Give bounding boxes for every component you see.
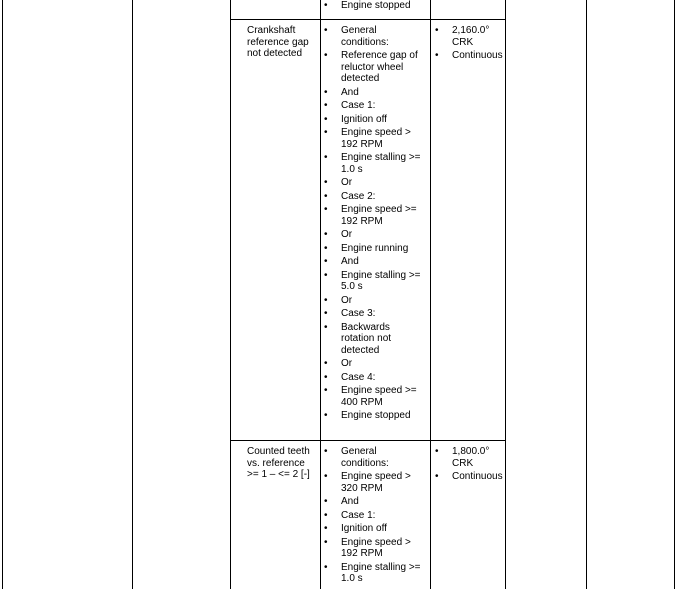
column-divider-2 <box>230 0 231 589</box>
row-counted-teeth-description-cell <box>247 446 313 481</box>
condition-item: • Case 1: <box>321 100 425 112</box>
condition-item: • Engine stalling >= 1.0 s <box>321 562 425 585</box>
result-item: • 1,800.0° CRK <box>432 446 504 469</box>
row-divider-1 <box>230 19 506 20</box>
condition-item: • General conditions: <box>321 446 425 469</box>
condition-item: • Or <box>321 358 425 370</box>
column-divider-5 <box>505 0 506 589</box>
row-counted-teeth-results <box>432 446 504 485</box>
condition-item: • Or <box>321 177 425 189</box>
table-border-left <box>2 0 3 589</box>
condition-item: • And <box>321 87 425 99</box>
condition-item: • Or <box>321 229 425 241</box>
row-counted-teeth-conditions <box>321 446 429 587</box>
condition-item: • Engine stalling >= 1.0 s <box>321 152 425 175</box>
condition-item: • Case 4: <box>321 372 425 384</box>
condition-item: • And <box>321 256 425 268</box>
condition-item: • Ignition off <box>321 523 425 535</box>
condition-item: • Engine running <box>321 243 425 255</box>
condition-item: • Engine speed >= 192 RPM <box>321 204 425 227</box>
condition-item: • General conditions: <box>321 25 425 48</box>
condition-item: • Or <box>321 295 425 307</box>
condition-item: • Engine speed > 320 RPM <box>321 471 425 494</box>
column-divider-1 <box>132 0 133 589</box>
condition-item: • Engine speed > 192 RPM <box>321 127 425 150</box>
row-description: Counted teeth vs. reference >= 1 – <= 2 [-] <box>247 446 310 480</box>
condition-item: • And <box>321 496 425 508</box>
condition-item: • Case 3: <box>321 308 425 320</box>
condition-item: • Engine speed > 192 RPM <box>321 537 425 560</box>
table-border-right <box>674 0 675 589</box>
result-item: • Continuous <box>432 50 504 62</box>
condition-item: • Engine speed >= 400 RPM <box>321 385 425 408</box>
result-item: • Continuous <box>432 471 504 483</box>
row-crankshaft-conditions <box>321 25 429 424</box>
condition-item: • Engine stopped <box>321 410 425 422</box>
top-row-conditions <box>321 0 429 12</box>
row-description: Crankshaft reference gap not detected <box>247 25 309 59</box>
row-divider-2 <box>230 440 506 441</box>
condition-item: • Reference gap of reluctor wheel detected <box>321 50 425 85</box>
condition-item: • Ignition off <box>321 114 425 126</box>
condition-item: • Engine stalling >= 5.0 s <box>321 270 425 293</box>
column-divider-6 <box>586 0 587 589</box>
row-crankshaft-description-cell <box>247 25 313 60</box>
result-item: • 2,160.0° CRK <box>432 25 504 48</box>
condition-item: • Backwards rotation not detected <box>321 322 425 357</box>
condition-item: • Engine stopped <box>321 0 425 12</box>
condition-item: • Case 1: <box>321 510 425 522</box>
column-divider-4 <box>430 0 431 589</box>
condition-item: • Case 2: <box>321 191 425 203</box>
row-crankshaft-results <box>432 25 504 64</box>
